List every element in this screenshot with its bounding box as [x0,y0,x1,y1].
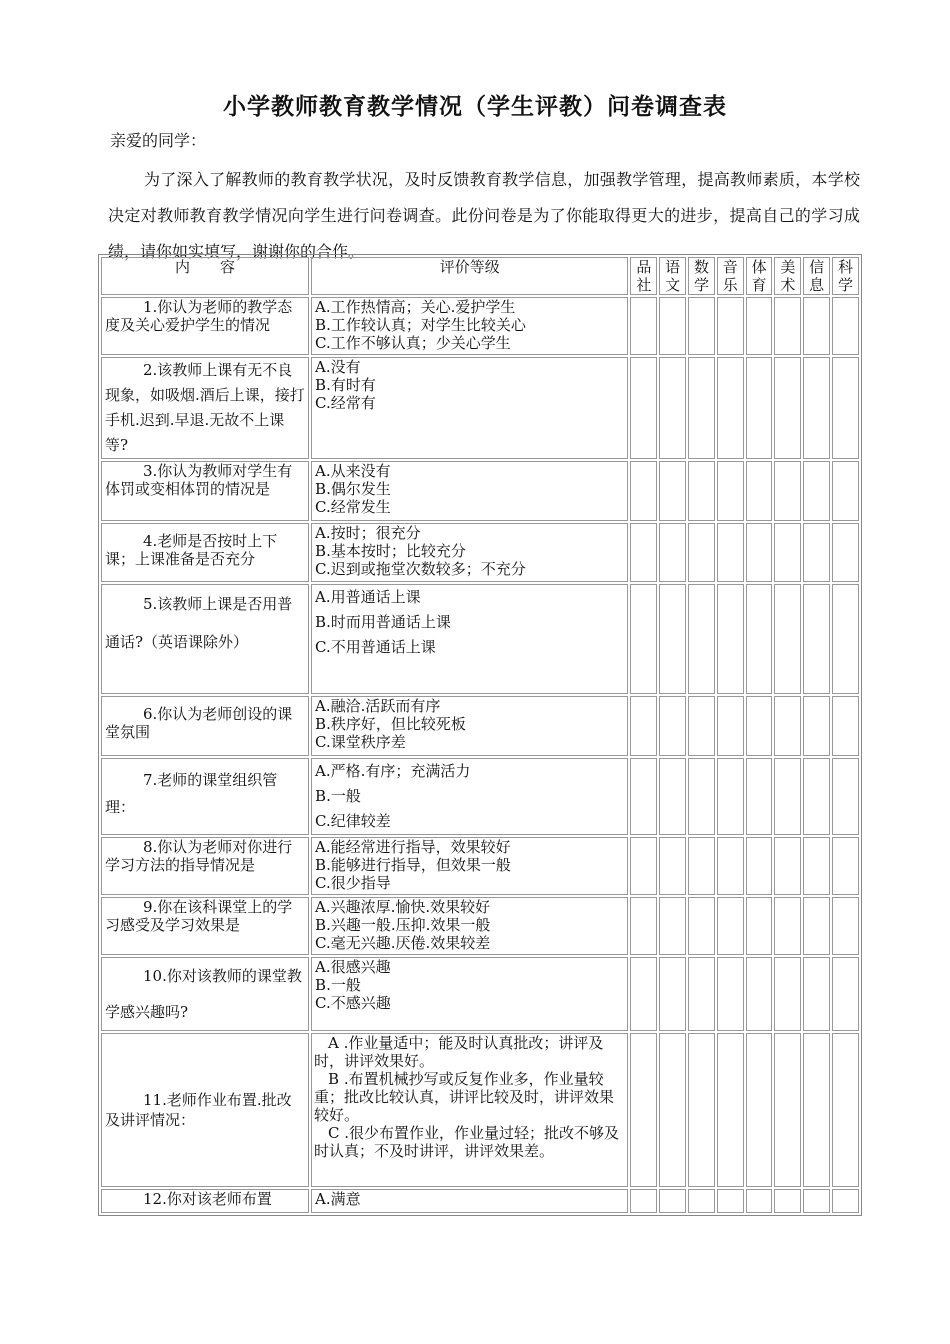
option-b: B .布置机械抄写或反复作业多，作业量较重；批改比较认真，讲评比较及时，讲评效果较好。 [314,1070,615,1124]
rating-cell[interactable] [803,696,830,756]
rating-cell[interactable] [717,897,744,955]
rating-cell[interactable] [746,897,773,955]
rating-cell[interactable] [746,461,773,521]
rating-cell[interactable] [746,357,773,459]
rating-cell[interactable] [630,837,657,895]
rating-cell[interactable] [832,897,859,955]
question-row [101,357,859,459]
rating-cell[interactable] [832,696,859,756]
rating-cell[interactable] [717,1189,744,1213]
rating-options [311,1033,628,1187]
rating-cell[interactable] [717,957,744,1031]
rating-cell[interactable] [659,837,686,895]
rating-cell[interactable] [659,584,686,694]
question-text: 4.老师是否按时上下课；上课准备是否充分 [101,523,309,582]
rating-cell[interactable] [832,1033,859,1187]
rating-cell[interactable] [717,461,744,521]
question-text: 9.你在该科课堂上的学习感受及学习效果是 [101,897,309,955]
question-row [101,584,859,694]
rating-cell[interactable] [832,758,859,835]
rating-cell[interactable] [774,1189,801,1213]
rating-cell[interactable] [832,1189,859,1213]
rating-cell[interactable] [717,523,744,582]
rating-cell[interactable] [803,1189,830,1213]
question-text: 11.老师作业布置.批改及讲评情况： [101,1033,309,1187]
rating-cell[interactable] [803,1033,830,1187]
subject-header: 科 学 [832,257,859,295]
rating-cell[interactable] [746,696,773,756]
question-row [101,758,859,835]
header-content: 内 容 [101,257,309,295]
rating-cell[interactable] [659,758,686,835]
rating-cell[interactable] [630,1033,657,1187]
rating-cell[interactable] [803,957,830,1031]
rating-cell[interactable] [774,584,801,694]
rating-cell[interactable] [746,837,773,895]
rating-options: A.没有 B.有时有 C.经常有 [311,357,628,459]
rating-cell[interactable] [659,461,686,521]
rating-cell[interactable] [746,957,773,1031]
rating-cell[interactable] [688,523,715,582]
question-row [101,897,859,955]
rating-cell[interactable] [659,297,686,355]
rating-cell[interactable] [630,957,657,1031]
rating-cell[interactable] [630,1189,657,1213]
rating-cell[interactable] [746,584,773,694]
question-text: 7.老师的课堂组织管理： [101,758,309,835]
rating-cell[interactable] [774,297,801,355]
rating-cell[interactable] [659,357,686,459]
rating-cell[interactable] [630,584,657,694]
rating-cell[interactable] [659,1033,686,1187]
rating-cell[interactable] [717,584,744,694]
rating-cell[interactable] [688,584,715,694]
question-text: 10.你对该教师的课堂教学感兴趣吗? [101,957,309,1031]
rating-cell[interactable] [832,357,859,459]
rating-cell[interactable] [832,523,859,582]
question-row [101,696,859,756]
rating-cell[interactable] [717,357,744,459]
rating-cell[interactable] [832,461,859,521]
rating-cell[interactable] [746,297,773,355]
rating-cell[interactable] [803,837,830,895]
question-row [101,523,859,582]
rating-cell[interactable] [832,837,859,895]
question-row [101,1033,859,1187]
rating-cell[interactable] [803,584,830,694]
rating-cell[interactable] [688,696,715,756]
question-text: 8.你认为老师对你进行学习方法的指导情况是 [101,837,309,895]
rating-cell[interactable] [746,758,773,835]
subject-header: 美 术 [774,257,801,295]
question-text: 2.该教师上课有无不良现象，如吸烟.酒后上课，接打手机.迟到.早退.无故不上课等? [101,357,309,459]
rating-cell[interactable] [717,696,744,756]
rating-options: A.工作热情高；关心.爱护学生 B.工作较认真；对学生比较关心 C.工作不够认真；少关心学生 [311,297,628,355]
rating-cell[interactable] [688,897,715,955]
rating-options: A.能经常进行指导，效果较好 B.能够进行指导，但效果一般 C.很少指导 [311,837,628,895]
rating-cell[interactable] [630,461,657,521]
rating-cell[interactable] [774,461,801,521]
rating-options: A.满意 [311,1189,628,1213]
survey-table [98,254,862,1216]
rating-cell[interactable] [774,696,801,756]
rating-options: A.兴趣浓厚.愉快.效果较好 B.兴趣一般.压抑.效果一般 C.毫无兴趣.厌倦.效果较差 [311,897,628,955]
rating-cell[interactable] [659,696,686,756]
intro-paragraph: 为了深入了解教师的教育教学状况，及时反馈教育教学信息，加强教学管理，提高教师素质，本学校决定对教师教育教学情况向学生进行问卷调查。此份问卷是为了你能取得更大的进步，提高自己的学习成绩，请你如实填写，谢谢你的合作。 [108,170,860,261]
question-row [101,837,859,895]
rating-cell[interactable] [803,357,830,459]
question-text: 6.你认为老师创设的课堂氛围 [101,696,309,756]
question-text: 5.该教师上课是否用普通话?（英语课除外） [101,584,309,694]
rating-cell[interactable] [630,357,657,459]
rating-cell[interactable] [717,297,744,355]
rating-cell[interactable] [630,696,657,756]
rating-cell[interactable] [688,461,715,521]
rating-cell[interactable] [717,1033,744,1187]
rating-cell[interactable] [774,1033,801,1187]
rating-cell[interactable] [630,897,657,955]
greeting: 亲爱的同学： [110,131,207,150]
rating-cell[interactable] [688,837,715,895]
rating-cell[interactable] [803,297,830,355]
question-row [101,957,859,1031]
document-title: 小学教师教育教学情况（学生评教）问卷调查表 [223,93,727,120]
rating-cell[interactable] [688,357,715,459]
rating-cell[interactable] [832,957,859,1031]
rating-cell[interactable] [630,758,657,835]
rating-cell[interactable] [832,584,859,694]
question-row [101,297,859,355]
rating-cell[interactable] [688,1189,715,1213]
subject-header: 音 乐 [717,257,744,295]
option-c: C .很少布置作业，作业量过轻；批改不够及时认真；不及时讲评，讲评效果差。 [314,1124,620,1160]
rating-cell[interactable] [717,758,744,835]
rating-cell[interactable] [803,523,830,582]
rating-cell[interactable] [774,897,801,955]
rating-cell[interactable] [774,357,801,459]
subject-header: 信 息 [803,257,830,295]
question-text: 12.你对该老师布置 [101,1189,309,1213]
rating-cell[interactable] [774,837,801,895]
rating-cell[interactable] [803,461,830,521]
rating-cell[interactable] [630,297,657,355]
rating-options: A.严格.有序；充满活力 B.一般 C.纪律较差 [311,758,628,835]
header-row [101,257,859,295]
rating-cell[interactable] [688,297,715,355]
rating-cell[interactable] [659,523,686,582]
rating-options: A.从来没有 B.偶尔发生 C.经常发生 [311,461,628,521]
rating-cell[interactable] [630,523,657,582]
rating-options: A.很感兴趣 B.一般 C.不感兴趣 [311,957,628,1031]
subject-header: 品 社 [630,257,657,295]
rating-cell[interactable] [746,1189,773,1213]
rating-cell[interactable] [803,758,830,835]
option-a: A .作业量适中；能及时认真批改；讲评及时，讲评效果好。 [314,1034,604,1070]
rating-cell[interactable] [688,758,715,835]
rating-options: A.融洽.活跃而有序 B.秩序好，但比较死板 C.课堂秩序差 [311,696,628,756]
subject-header: 语 文 [659,257,686,295]
header-rating: 评价等级 [311,257,628,295]
rating-cell[interactable] [659,957,686,1031]
rating-cell[interactable] [659,897,686,955]
question-row [101,461,859,521]
question-text: 1.你认为老师的教学态度及关心爱护学生的情况 [101,297,309,355]
rating-cell[interactable] [774,758,801,835]
rating-options: A.用普通话上课 B.时而用普通话上课 C.不用普通话上课 [311,584,628,694]
rating-cell[interactable] [774,957,801,1031]
rating-cell[interactable] [688,1033,715,1187]
rating-cell[interactable] [717,837,744,895]
question-text: 3.你认为教师对学生有体罚或变相体罚的情况是 [101,461,309,521]
rating-cell[interactable] [659,1189,686,1213]
rating-cell[interactable] [774,523,801,582]
subject-header: 数 学 [688,257,715,295]
subject-header: 体 育 [746,257,773,295]
rating-cell[interactable] [746,523,773,582]
rating-cell[interactable] [746,1033,773,1187]
question-row [101,1189,859,1213]
rating-cell[interactable] [832,297,859,355]
rating-options: A.按时；很充分 B.基本按时；比较充分 C.迟到或拖堂次数较多；不充分 [311,523,628,582]
rating-cell[interactable] [688,957,715,1031]
rating-cell[interactable] [803,897,830,955]
